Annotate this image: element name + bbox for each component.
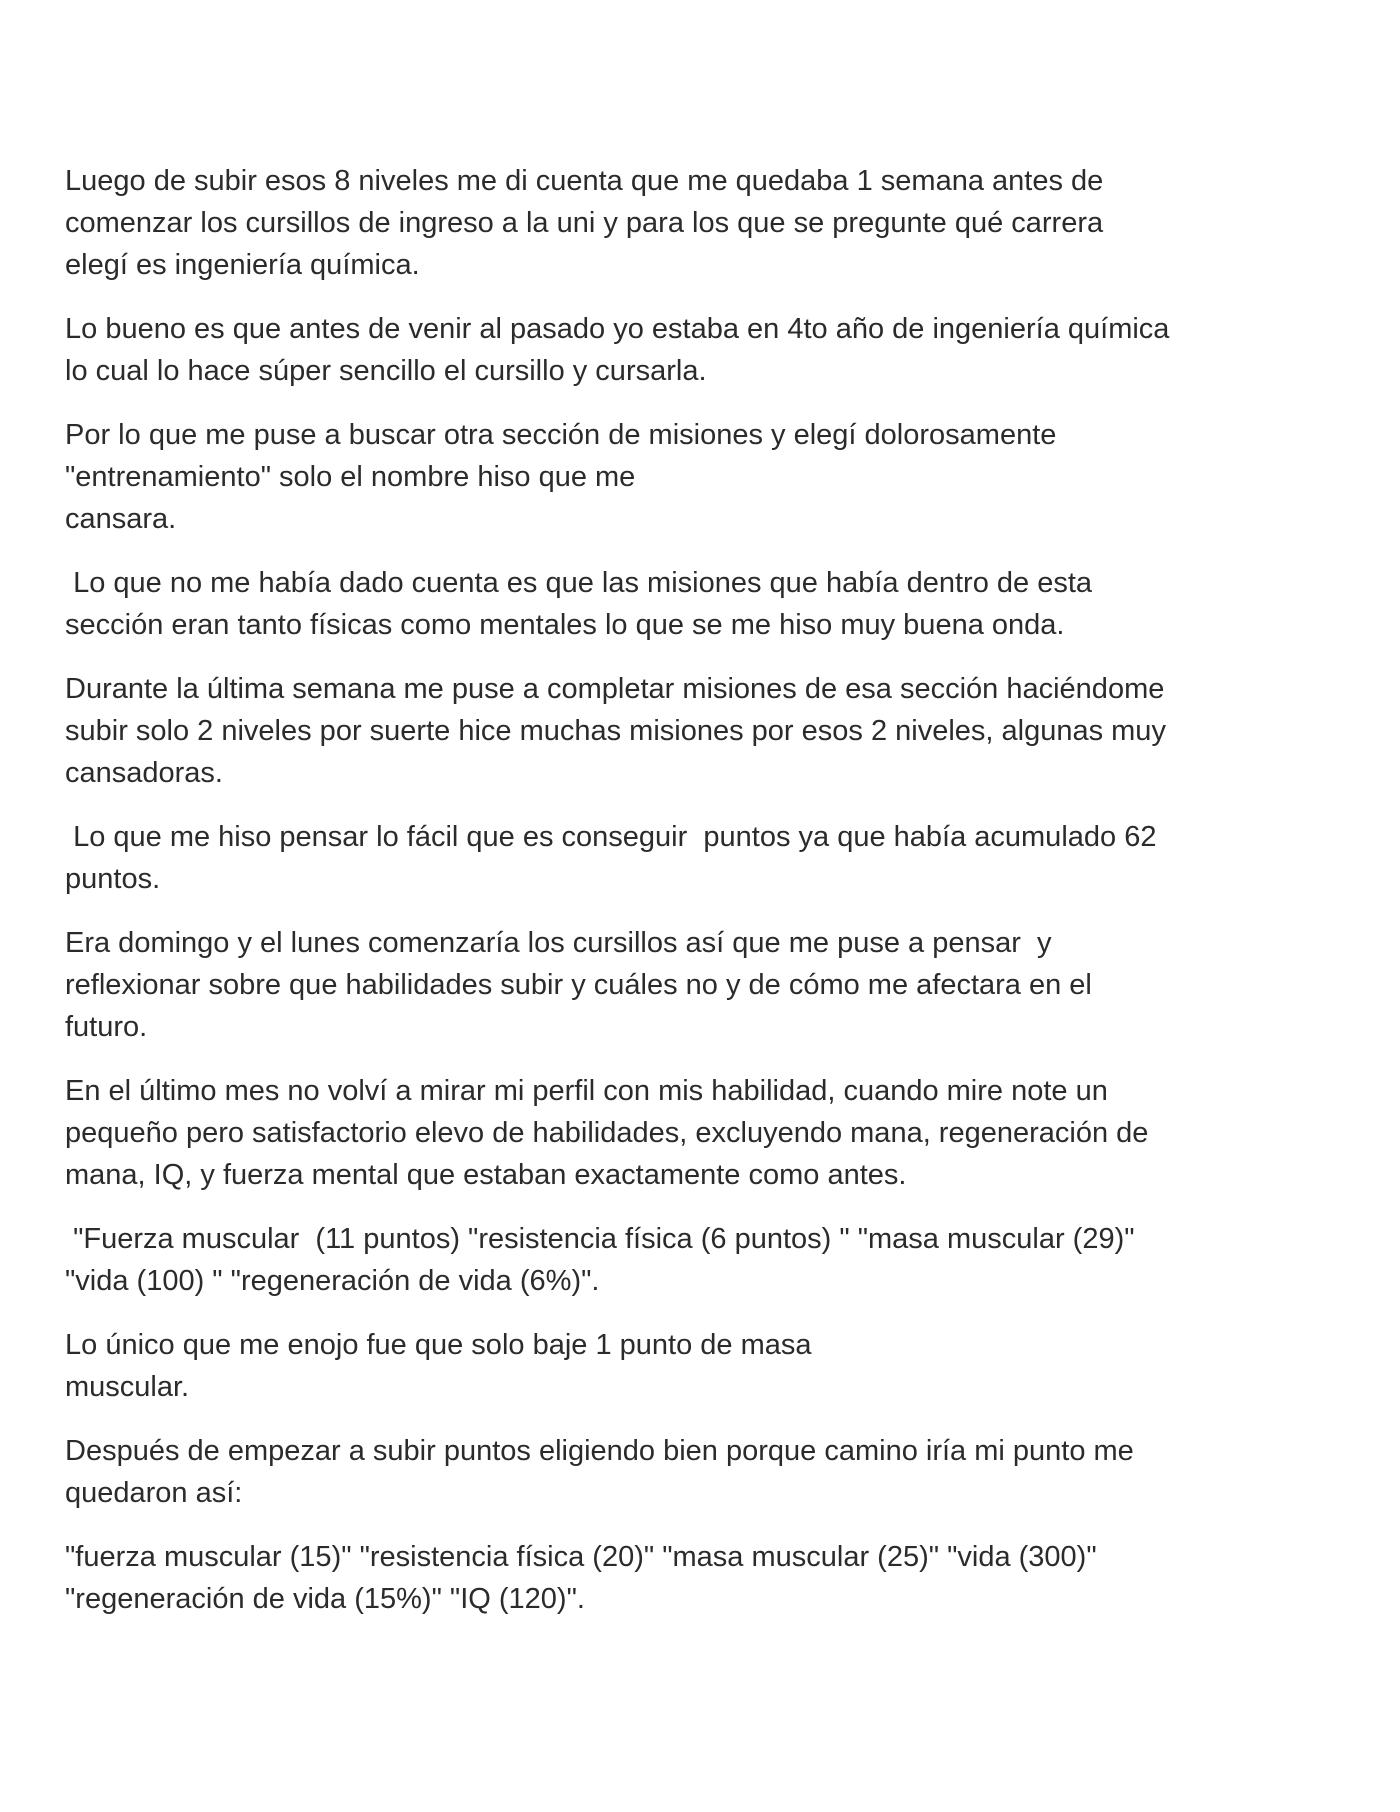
paragraph-9: "Fuerza muscular (11 puntos) "resistencia física (6 puntos) " "masa muscular (29)" "vida (100) " "regeneración de vida (6%)". (65, 1223, 1135, 1297)
paragraph-3: Por lo que me puse a buscar otra sección de misiones y elegí dolorosamente "entrenamiento" solo el nombre hiso que me cansara. (65, 419, 1057, 535)
paragraph-4: Lo que no me había dado cuenta es que las misiones que había dentro de esta sección eran tanto físicas como mentales lo que se me hiso muy buena onda. (65, 567, 1093, 641)
paragraph-11: Después de empezar a subir puntos eligiendo bien porque camino iría mi punto me quedaron así: (65, 1435, 1134, 1509)
paragraph-2: Lo bueno es que antes de venir al pasado yo estaba en 4to año de ingeniería química lo cual lo hace súper sencillo el cursillo y cursarla. (65, 313, 1170, 387)
paragraph-6: Lo que me hiso pensar lo fácil que es conseguir puntos ya que había acumulado 62 puntos. (65, 821, 1157, 895)
paragraph-8: En el último mes no volví a mirar mi perfil con mis habilidad, cuando mire note un pequeño pero satisfactorio elevo de habilidades, excluyendo mana, regeneración de mana, IQ, y fuerza mental que estaban exactamente como antes. (65, 1075, 1149, 1191)
paragraph-7: Era domingo y el lunes comenzaría los cursillos así que me puse a pensar y reflexionar sobre que habilidades subir y cuáles no y de cómo me afectara en el futuro. (65, 927, 1092, 1043)
document-page (65, 160, 1325, 1642)
paragraph-1: Luego de subir esos 8 niveles me di cuenta que me quedaba 1 semana antes de comenzar los cursillos de ingreso a la uni y para los que se pregunte qué carrera elegí es ingeniería química. (65, 165, 1104, 281)
paragraph-10: Lo único que me enojo fue que solo baje 1 punto de masa muscular. (65, 1329, 812, 1403)
paragraph-12: "fuerza muscular (15)" "resistencia física (20)" "masa muscular (25)" "vida (300)" "regeneración de vida (15%)" "IQ (120)". (65, 1541, 1097, 1615)
paragraph-5: Durante la última semana me puse a completar misiones de esa sección haciéndome subir solo 2 niveles por suerte hice muchas misiones por esos 2 niveles, algunas muy cansadoras. (65, 673, 1166, 789)
